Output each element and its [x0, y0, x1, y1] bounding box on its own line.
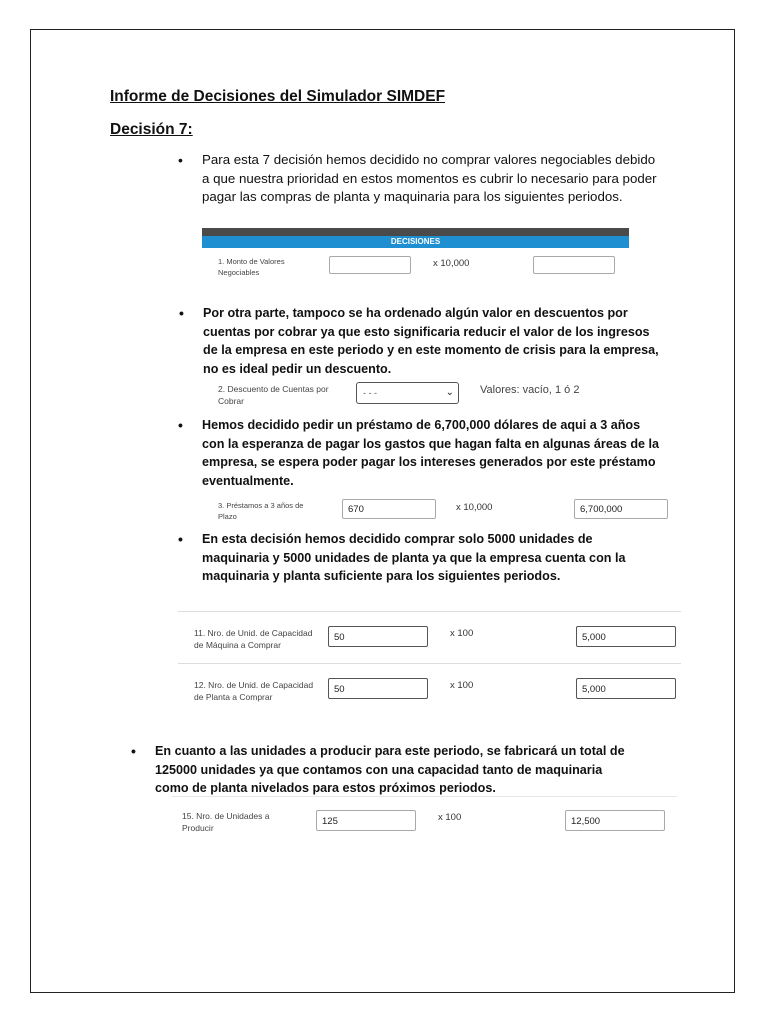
- bullet-icon: •: [178, 417, 183, 433]
- valores-result: [533, 256, 615, 274]
- bullet-icon: •: [131, 743, 136, 759]
- produccion-row: [172, 804, 677, 838]
- multiplier-label: x 100: [450, 680, 474, 691]
- paragraph-descuento: [179, 304, 663, 378]
- paragraph-text: Para esta 7 decisión hemos decidido no comprar valores negociables debido a que nuestra prioridad en estos momentos es cubrir lo necesario para poder pagar las compras de planta y maquinaria para los siguientes periodos.: [202, 152, 657, 205]
- field-label: 2. Descuento de Cuentas por Cobrar: [218, 384, 329, 406]
- valores-input[interactable]: [329, 256, 411, 274]
- select-value: - - -: [363, 388, 377, 398]
- decisiones-panel: [202, 228, 629, 276]
- maquina-result: 5,000: [576, 626, 676, 647]
- field-label: 1. Monto de Valores Negociables: [218, 257, 285, 277]
- divider: [172, 796, 677, 797]
- paragraph-text: Hemos decidido pedir un préstamo de 6,700,000 dólares de aqui a 3 años con la esperanza de pagar los gastos que hagan falta en algunas áreas de la empresa, se espera poder pagar los intereses generados por este préstamo eventualmente.: [202, 418, 660, 488]
- descuento-select[interactable]: [356, 382, 459, 404]
- prestamo-row: [210, 497, 680, 523]
- multiplier-label: x 100: [450, 628, 474, 639]
- paragraph-text: En cuanto a las unidades a producir para este periodo, se fabricará un total de 125000 unidades ya que contamos con una capacidad tanto de maquinaria como de planta nivelados para estos próximos periodos.: [155, 744, 625, 796]
- multiplier-label: x 10,000: [456, 502, 493, 513]
- document-title: Informe de Decisiones del Simulador SIMDEF: [110, 88, 446, 105]
- paragraph-text: Por otra parte, tampoco se ha ordenado algún valor en descuentos por cuentas por cobrar ya que esto significaria reducir el valor de los ingresos de la empresa en este periodo y en este momento de crisis para la empresa, no es ideal pedir un descuento.: [203, 306, 659, 376]
- planta-result: 5,000: [576, 678, 676, 699]
- paragraph-capacidad: [178, 530, 662, 586]
- decisiones-header: DECISIONES: [202, 236, 629, 248]
- planta-row: [178, 664, 681, 714]
- prestamo-input[interactable]: 670: [342, 499, 436, 519]
- paragraph-prestamo: [178, 416, 662, 490]
- bullet-icon: •: [178, 531, 183, 547]
- field-label: 15. Nro. de Unidades a Producir: [182, 811, 270, 833]
- produccion-input[interactable]: 125: [316, 810, 416, 831]
- panel-top-bar: [202, 228, 629, 236]
- multiplier-label: x 10,000: [433, 258, 470, 269]
- decision-heading: Decisión 7:: [110, 121, 193, 138]
- multiplier-label: x 100: [438, 812, 462, 823]
- maquina-input[interactable]: 50: [328, 626, 428, 647]
- values-hint: Valores: vacío, 1 ó 2: [480, 384, 580, 396]
- chevron-down-icon: ⌄: [445, 387, 454, 398]
- field-label: 12. Nro. de Unid. de Capacidad de Planta a Comprar: [194, 680, 314, 702]
- field-label: 3. Préstamos a 3 años de Plazo: [218, 501, 304, 521]
- maquina-row: [178, 612, 681, 662]
- bullet-icon: •: [179, 305, 184, 321]
- planta-input[interactable]: 50: [328, 678, 428, 699]
- descuento-row: [210, 380, 610, 408]
- produccion-result: 12,500: [565, 810, 665, 831]
- bullet-icon: •: [178, 152, 183, 168]
- prestamo-result: 6,700,000: [574, 499, 668, 519]
- paragraph-produccion: [131, 742, 635, 798]
- paragraph-text: En esta decisión hemos decidido comprar solo 5000 unidades de maquinaria y 5000 unidades de planta ya que la empresa cuenta con la maquinaria y planta suficiente para los siguientes periodos.: [202, 532, 626, 584]
- paragraph-valores: [178, 151, 662, 207]
- field-label: 11. Nro. de Unid. de Capacidad de Máquina a Comprar: [194, 628, 313, 650]
